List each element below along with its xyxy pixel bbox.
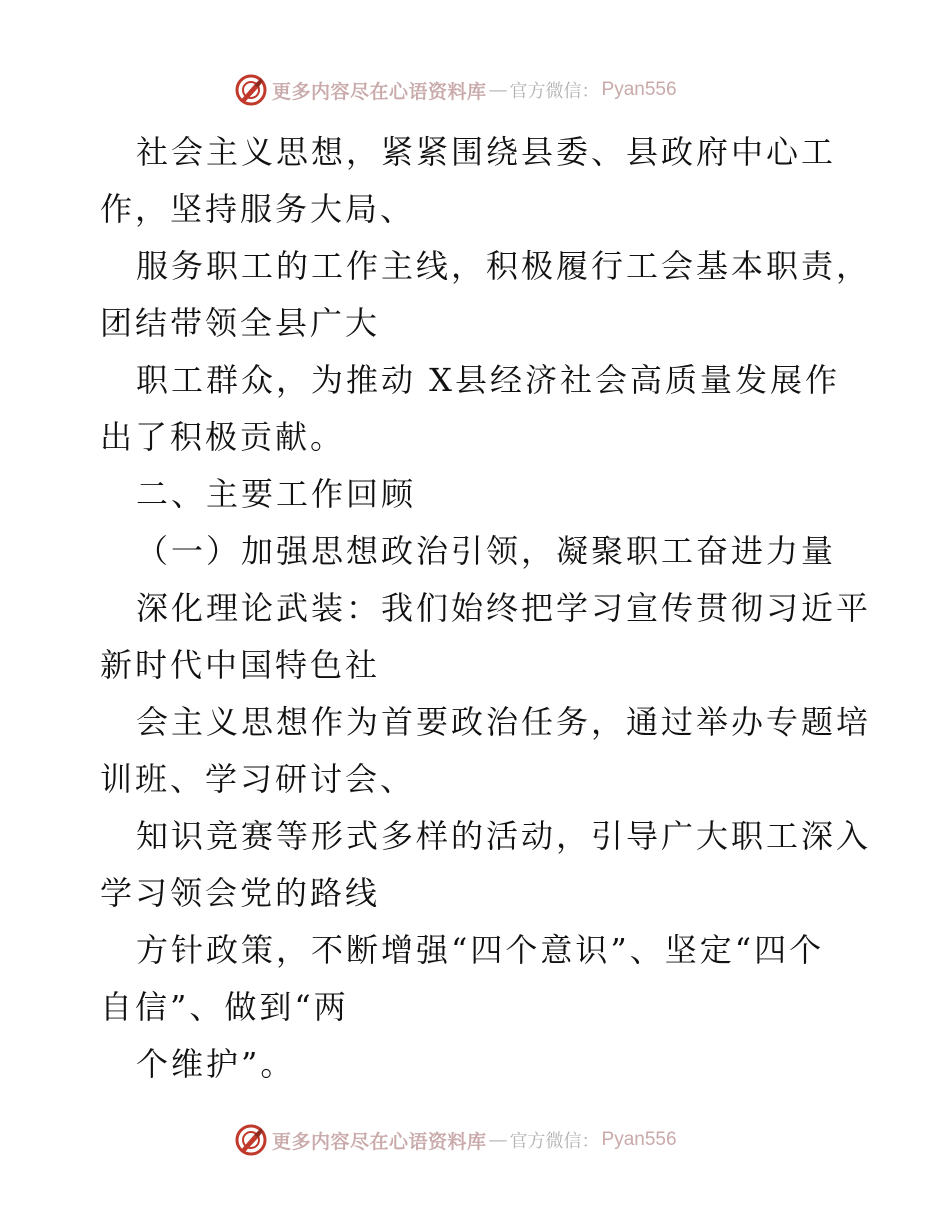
watermark-banner-bottom [234,1122,677,1158]
body-line: 服务职工的工作主线，积极履行工会基本职责， [136,247,872,285]
body-line: 出了积极贡献。 [100,418,346,456]
pen-logo-icon [234,1123,268,1157]
body-line: 团结带领全县广大 [100,304,381,342]
watermark-wechat-id: Pyan556 [601,1129,677,1150]
body-line: 自信”、做到“两 [100,988,349,1026]
body-line: 作，坚持服务大局、 [100,190,416,228]
body-line: 学习领会党的路线 [100,874,381,912]
document-body [100,124,880,1093]
watermark-wechat-label: 官方微信： [509,1131,600,1152]
body-line: 会主义思想作为首要政治任务，通过举办专题培 [136,703,872,741]
watermark-separator: — [488,79,508,101]
watermark-separator: — [488,1129,508,1151]
section-heading: 二、主要工作回顾 [136,475,417,513]
body-line: 职工群众，为推动 X县经济社会高质量发展作 [136,361,840,399]
watermark-wechat-label: 官方微信： [509,81,600,102]
watermark-text: 更多内容尽在心语资料库 [272,80,487,103]
subsection-heading: （一）加强思想政治引领，凝聚职工奋进力量 [136,532,837,570]
body-line: 个维护”。 [136,1045,296,1083]
watermark-text: 更多内容尽在心语资料库 [272,1130,487,1153]
body-line: 深化理论武装：我们始终把学习宣传贯彻习近平 [136,589,872,627]
body-line: 训班、学习研讨会、 [100,760,416,798]
body-line: 新时代中国特色社 [100,646,381,684]
body-line: 方针政策，不断增强“四个意识”、坚定“四个 [136,931,825,969]
watermark-wechat-id: Pyan556 [601,79,677,100]
pen-logo-icon [234,73,268,107]
body-line: 社会主义思想，紧紧围绕县委、县政府中心工 [136,133,837,171]
watermark-banner-top [234,72,677,108]
body-line: 知识竞赛等形式多样的活动，引导广大职工深入 [136,817,872,855]
